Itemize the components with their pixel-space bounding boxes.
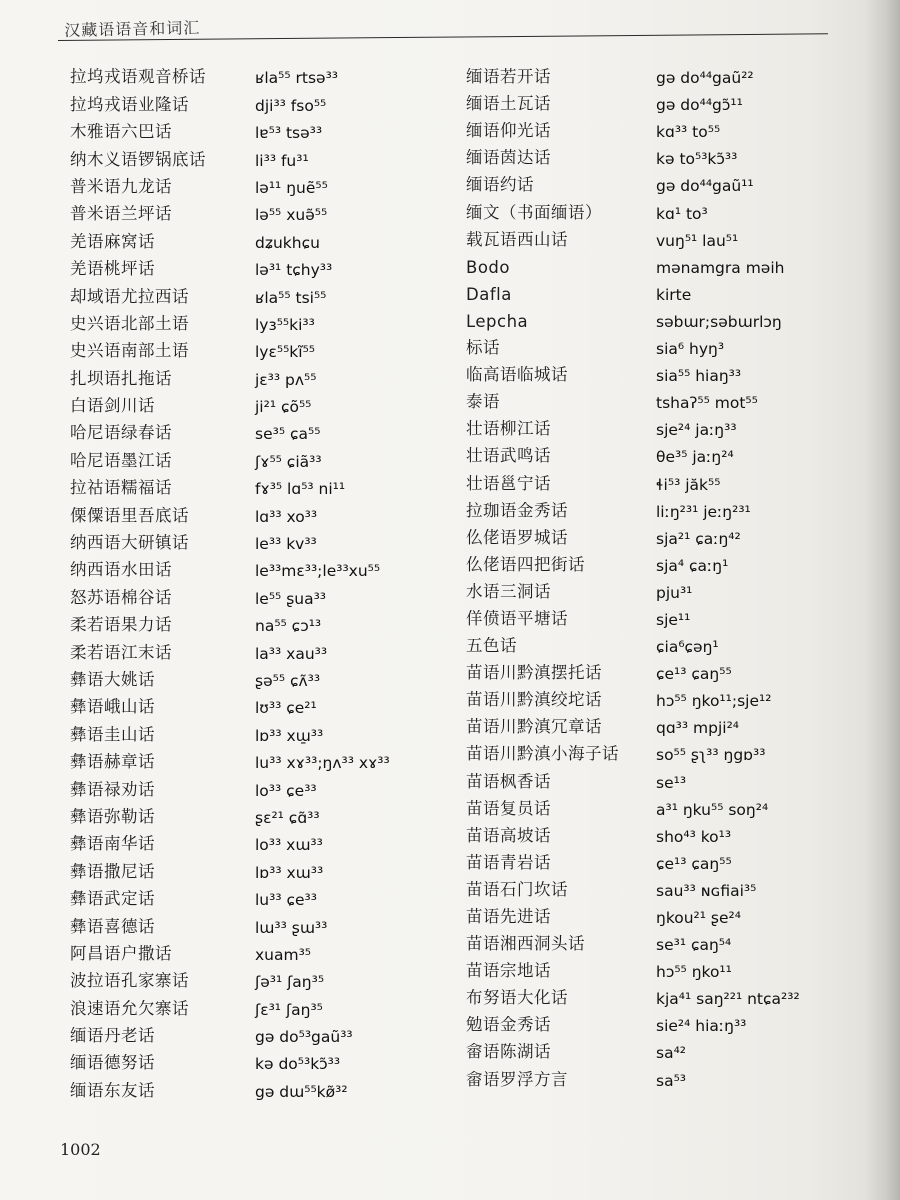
language-name: 阿昌语户撒话 <box>70 943 172 963</box>
entry-row <box>70 252 460 279</box>
phonetic-form: θe³⁵ jaːŋ²⁴ <box>656 448 734 467</box>
phonetic-form: dji³³ fso⁵⁵ <box>255 96 327 115</box>
entry-row <box>466 114 856 141</box>
language-name: 羌语桃坪话 <box>70 259 155 279</box>
entry-row <box>70 854 460 881</box>
entry-row <box>70 142 460 169</box>
language-name: 仫佬语罗城话 <box>466 527 568 547</box>
entry-row <box>466 466 856 493</box>
entry-row <box>70 170 460 197</box>
language-name: 彝语圭山话 <box>70 724 155 744</box>
entry-row <box>70 663 460 690</box>
phonetic-form: lʊ³³ ɕe²¹ <box>255 699 317 718</box>
phonetic-form: la³³ xau³³ <box>255 644 328 663</box>
entry-row <box>70 964 460 991</box>
phonetic-form: ŋkou²¹ ʂe²⁴ <box>656 909 741 927</box>
phonetic-form: ɕia⁶ɕəŋ¹ <box>656 638 719 657</box>
entry-row <box>466 385 856 412</box>
language-name: 柔若语江末话 <box>70 642 172 662</box>
language-name: 缅语土瓦话 <box>466 94 551 114</box>
language-name: 缅语若开话 <box>466 67 551 87</box>
entry-row <box>466 575 856 602</box>
language-name: 苗语石门坎话 <box>466 879 568 899</box>
phonetic-form: le⁵⁵ ʂua³³ <box>255 589 327 608</box>
language-name: 苗语先进话 <box>466 907 551 926</box>
phonetic-form: lɐ⁵³ tsə³³ <box>255 124 323 143</box>
page-number: 1002 <box>60 1140 101 1159</box>
language-name: 彝语南华话 <box>70 834 155 854</box>
entry-row <box>70 745 460 772</box>
language-name: 浪速语允欠寨话 <box>70 998 189 1018</box>
language-name: 苗语高坡话 <box>466 825 551 845</box>
phonetic-form: xuam³⁵ <box>255 945 312 964</box>
phonetic-form: kja⁴¹ saŋ²²¹ ntɕa²³² <box>656 990 800 1009</box>
entry-row <box>466 900 856 927</box>
language-name: 波拉语孔家寨话 <box>70 971 189 991</box>
phonetic-form: lɒ³³ xɯ³³ <box>255 863 324 882</box>
entry-row <box>70 635 460 662</box>
language-name: 佯偾语平塘话 <box>466 608 568 628</box>
language-name: 木雅语六巴话 <box>70 122 172 142</box>
entry-row <box>466 87 856 114</box>
language-name: 布努语大化话 <box>466 988 568 1008</box>
language-name: 傈僳语里吾底话 <box>70 505 189 525</box>
phonetic-form: se³⁵ ɕa⁵⁵ <box>255 425 321 444</box>
entry-row <box>70 87 460 114</box>
phonetic-form: ʁla⁵⁵ rtsə³³ <box>255 69 339 88</box>
phonetic-form: sa⁵³ <box>656 1071 687 1090</box>
phonetic-form: se³¹ ɕaŋ⁵⁴ <box>656 936 732 955</box>
language-name: 仫佬语四把街话 <box>466 554 585 574</box>
phonetic-form: kɑ³³ to⁵⁵ <box>656 123 721 142</box>
phonetic-form: kə to⁵³kɔ̃³³ <box>656 150 738 169</box>
language-name: Bodo <box>466 257 510 277</box>
phonetic-form: lɯ³³ ʂɯ³³ <box>255 918 328 937</box>
entry-row <box>70 608 460 635</box>
language-name: 缅语丹老话 <box>70 1026 155 1046</box>
entry-row <box>466 250 856 277</box>
phonetic-form: kɑ¹ to³ <box>656 204 708 223</box>
entry-row <box>70 580 460 607</box>
phonetic-form: kirte <box>656 285 692 304</box>
phonetic-form: sia⁵⁵ hiaŋ³³ <box>656 367 742 386</box>
phonetic-form: sja²¹ ɕaːŋ⁴² <box>656 529 741 548</box>
language-name: 彝语大姚话 <box>70 669 155 689</box>
entry-row <box>70 827 460 854</box>
language-name: 载瓦语西山话 <box>466 229 568 249</box>
phonetic-form: lo³³ ɕe³³ <box>255 781 317 800</box>
entry-row <box>466 412 856 439</box>
language-name: 柔若语果力话 <box>70 615 172 635</box>
language-name: Dafla <box>466 284 512 304</box>
entry-row <box>70 224 460 251</box>
phonetic-form: səbɯr;səbɯrlɔŋ <box>656 312 782 331</box>
language-name: 缅语德努话 <box>70 1053 155 1073</box>
entry-row <box>70 197 460 224</box>
language-name: 畲语陈湖话 <box>466 1042 551 1062</box>
language-name: 彝语弥勒话 <box>70 806 155 826</box>
language-name: 纳木义语锣锅底话 <box>70 149 206 169</box>
entry-row <box>466 195 856 222</box>
language-name: 缅语茵达话 <box>466 148 551 168</box>
phonetic-form: fɤ³⁵ lɑ⁵³ ni¹¹ <box>255 480 346 499</box>
language-name: 彝语撒尼话 <box>70 861 155 881</box>
entry-row <box>466 954 856 981</box>
language-name: 缅文（书面缅语） <box>466 202 602 222</box>
phonetic-form: liːŋ²³¹ jeːŋ²³¹ <box>656 502 751 521</box>
entry-row <box>466 1035 856 1062</box>
language-name: 拉祜语糯福话 <box>70 478 172 498</box>
phonetic-form: lu³³ xɤ³³;ŋʌ³³ xɤ³³ <box>255 754 390 773</box>
phonetic-form: so⁵⁵ ʂʅ³³ ŋgɒ³³ <box>656 746 766 765</box>
entry-row <box>70 60 460 87</box>
running-header: 汉藏语语音和词汇 <box>64 18 201 40</box>
entry-row <box>466 683 856 710</box>
entry-row <box>70 772 460 799</box>
phonetic-form: lə⁵⁵ xuə̃⁵⁵ <box>255 206 328 225</box>
phonetic-form: ʃɤ⁵⁵ ɕiã³³ <box>255 452 322 471</box>
language-name: 纳西语大研镇话 <box>70 533 189 553</box>
entry-row <box>70 498 460 525</box>
phonetic-form: sje²⁴ jaːŋ³³ <box>656 421 737 440</box>
language-name: 泰语 <box>466 392 500 412</box>
entry-row <box>466 737 856 764</box>
phonetic-form: na⁵⁵ ɕɔ¹³ <box>255 617 322 636</box>
entry-row <box>70 937 460 964</box>
entry-row <box>466 223 856 250</box>
phonetic-form: sho⁴³ ko¹³ <box>656 827 732 846</box>
language-name: 彝语赫章话 <box>70 752 155 772</box>
language-name: 史兴语北部土语 <box>70 313 189 333</box>
phonetic-form: se¹³ <box>656 773 687 792</box>
language-name: 史兴语南部土语 <box>70 341 189 361</box>
entry-row <box>70 526 460 553</box>
phonetic-form: hɔ⁵⁵ ŋko¹¹;sje¹² <box>656 692 772 711</box>
entry-row <box>466 168 856 195</box>
entry-row <box>466 331 856 358</box>
language-name: 拉珈语金秀话 <box>466 500 568 520</box>
entry-row <box>466 1008 856 1035</box>
entry-row <box>466 358 856 385</box>
language-name: 彝语禄劝话 <box>70 779 155 799</box>
entry-row <box>70 115 460 142</box>
entry-row <box>70 882 460 909</box>
entry-row <box>466 439 856 466</box>
phonetic-form: lo³³ xɯ³³ <box>255 836 323 855</box>
entry-row <box>466 521 856 548</box>
language-name: 纳西语水田话 <box>70 560 172 580</box>
entry-row <box>466 629 856 656</box>
phonetic-form: jɛ³³ pʌ⁵⁵ <box>255 370 317 389</box>
phonetic-form: gə dɯ⁵⁵kø̃³² <box>255 1082 348 1101</box>
entry-row <box>466 981 856 1008</box>
phonetic-form: hɔ⁵⁵ ŋko¹¹ <box>656 963 732 982</box>
phonetic-form: sja⁴ ɕaːŋ¹ <box>656 556 729 575</box>
language-name: 勉语金秀话 <box>466 1015 551 1035</box>
phonetic-form: sje¹¹ <box>656 610 691 629</box>
phonetic-form: le³³ kv³³ <box>255 535 317 554</box>
language-name: 彝语峨山话 <box>70 697 155 717</box>
phonetic-form: lu³³ ɕe³³ <box>255 891 317 910</box>
language-name: 标话 <box>466 338 500 358</box>
language-name: 苗语青岩话 <box>466 852 551 872</box>
right-column <box>466 60 856 1090</box>
phonetic-form: li³³ fu³¹ <box>255 151 309 170</box>
entry-row <box>70 279 460 306</box>
phonetic-form: gə do⁴⁴gaũ¹¹ <box>656 177 754 196</box>
phonetic-form: lə¹¹ ŋuẽ⁵⁵ <box>255 178 328 197</box>
phonetic-form: ʃɛ³¹ ʃaŋ³⁵ <box>255 1000 323 1019</box>
language-name: 畲语罗浮方言 <box>466 1069 568 1089</box>
entry-row <box>466 141 856 168</box>
language-name: 缅语仰光话 <box>466 121 551 141</box>
phonetic-form: gə do⁵³gaũ³³ <box>255 1028 353 1047</box>
phonetic-form: mənamgra məih <box>656 258 785 277</box>
entry-row <box>70 389 460 416</box>
phonetic-form: sia⁶ hyŋ³ <box>656 340 725 359</box>
language-name: 白语剑川话 <box>70 396 155 416</box>
phonetic-form: lɑ³³ xo³³ <box>255 507 318 526</box>
entry-row <box>466 1062 856 1089</box>
entry-row <box>466 60 856 87</box>
language-name: 扎坝语扎拖话 <box>70 368 172 388</box>
language-name: 却域语尤拉西话 <box>70 286 189 306</box>
phonetic-form: gə do⁴⁴gaũ²² <box>656 69 754 88</box>
entry-row <box>70 991 460 1018</box>
language-name: 缅语约话 <box>466 175 534 195</box>
language-name: 彝语喜德话 <box>70 916 155 936</box>
phonetic-form: ɕe¹³ ɕaŋ⁵⁵ <box>656 665 732 684</box>
phonetic-form: kə do⁵³kɔ̃³³ <box>255 1055 341 1074</box>
language-name: 苗语复员话 <box>466 798 551 818</box>
phonetic-form: ɬi⁵³ jăk⁵⁵ <box>656 475 721 494</box>
phonetic-form: lyɜ⁵⁵ki³³ <box>255 315 315 334</box>
phonetic-form: a³¹ ŋku⁵⁵ soŋ²⁴ <box>656 800 769 819</box>
language-name: 拉坞戎语观音桥话 <box>70 67 206 87</box>
language-name: 苗语川黔滇绞坨话 <box>466 690 602 710</box>
phonetic-form: ʂə⁵⁵ ɕʌ̃³³ <box>255 671 321 690</box>
language-name: 苗语宗地话 <box>466 961 551 981</box>
language-name: 苗语湘西洞头话 <box>466 934 585 954</box>
entry-row <box>70 1046 460 1073</box>
entry-row <box>466 710 856 737</box>
entry-row <box>466 873 856 900</box>
phonetic-form: sau³³ ɴɢfiai³⁵ <box>656 881 757 900</box>
language-name: 五色话 <box>466 636 517 656</box>
entry-row <box>466 304 856 331</box>
entry-row <box>70 909 460 936</box>
language-name: 壮语邕宁话 <box>466 473 551 493</box>
page-spine-shadow <box>864 0 900 1200</box>
language-name: 临高语临城话 <box>466 365 568 385</box>
entry-row <box>466 602 856 629</box>
phonetic-form: sie²⁴ hiaːŋ³³ <box>656 1017 747 1036</box>
phonetic-form: lyɛ⁵⁵kĩ⁵⁵ <box>255 343 315 362</box>
phonetic-form: ʃə³¹ ʃaŋ³⁵ <box>255 973 325 992</box>
language-name: 壮语柳江话 <box>466 419 551 439</box>
language-name: 缅语东友话 <box>70 1080 155 1100</box>
entry-row <box>70 416 460 443</box>
phonetic-form: ʂɛ²¹ ɕɑ̃³³ <box>255 808 320 827</box>
entry-row <box>466 927 856 954</box>
entry-row <box>70 553 460 580</box>
phonetic-form: dʑukhɕu <box>255 233 320 252</box>
phonetic-form: lə³¹ tɕhy³³ <box>255 261 333 280</box>
phonetic-form: qɑ³³ mpji²⁴ <box>656 719 740 738</box>
entry-row <box>466 846 856 873</box>
language-name: 普米语九龙话 <box>70 176 172 196</box>
phonetic-form: le³³mɛ³³;le³³xu⁵⁵ <box>255 562 381 581</box>
entry-row <box>466 656 856 683</box>
entry-row <box>70 1073 460 1100</box>
entry-row <box>466 494 856 521</box>
language-name: 羌语麻窝话 <box>70 231 155 251</box>
language-name: 苗语川黔滇小海子话 <box>466 744 619 764</box>
entry-row <box>70 717 460 744</box>
entry-row <box>70 471 460 498</box>
phonetic-form: pju³¹ <box>656 583 693 602</box>
language-name: 普米语兰坪话 <box>70 204 172 224</box>
phonetic-form: sa⁴² <box>656 1044 687 1063</box>
language-name: 苗语川黔滇冗章话 <box>466 717 602 737</box>
entry-row <box>466 548 856 575</box>
language-name: 哈尼语墨江话 <box>70 450 172 470</box>
phonetic-form: ʁla⁵⁵ tsi⁵⁵ <box>255 288 327 307</box>
entry-row <box>70 361 460 388</box>
entry-row <box>70 334 460 361</box>
left-column <box>70 60 460 1101</box>
entry-row <box>466 819 856 846</box>
entry-row <box>70 443 460 470</box>
phonetic-form: lɒ³³ xɯ̱³³ <box>255 726 324 745</box>
language-name: 拉坞戎语业隆话 <box>70 94 189 114</box>
language-name: 苗语枫香话 <box>466 771 551 791</box>
entry-row <box>70 800 460 827</box>
entry-row <box>70 1019 460 1046</box>
language-name: Lepcha <box>466 311 529 331</box>
language-name: 壮语武鸣话 <box>466 446 551 466</box>
entry-row <box>466 277 856 304</box>
entry-row <box>70 307 460 334</box>
language-name: 哈尼语绿春话 <box>70 423 172 443</box>
language-name: 怒苏语棉谷话 <box>70 587 172 607</box>
language-name: 水语三洞话 <box>466 581 551 601</box>
phonetic-form: ji²¹ ɕõ⁵⁵ <box>255 398 312 417</box>
phonetic-form: gə do⁴⁴gɔ̃¹¹ <box>656 96 743 115</box>
language-name: 苗语川黔滇摆托话 <box>466 663 602 683</box>
phonetic-form: tshaʔ⁵⁵ mot⁵⁵ <box>656 394 758 413</box>
entry-row <box>70 690 460 717</box>
entry-row <box>466 764 856 791</box>
entry-row <box>466 792 856 819</box>
phonetic-form: vuŋ⁵¹ lau⁵¹ <box>656 231 739 250</box>
language-name: 彝语武定话 <box>70 889 155 909</box>
phonetic-form: ɕe¹³ ɕaŋ⁵⁵ <box>656 854 732 873</box>
